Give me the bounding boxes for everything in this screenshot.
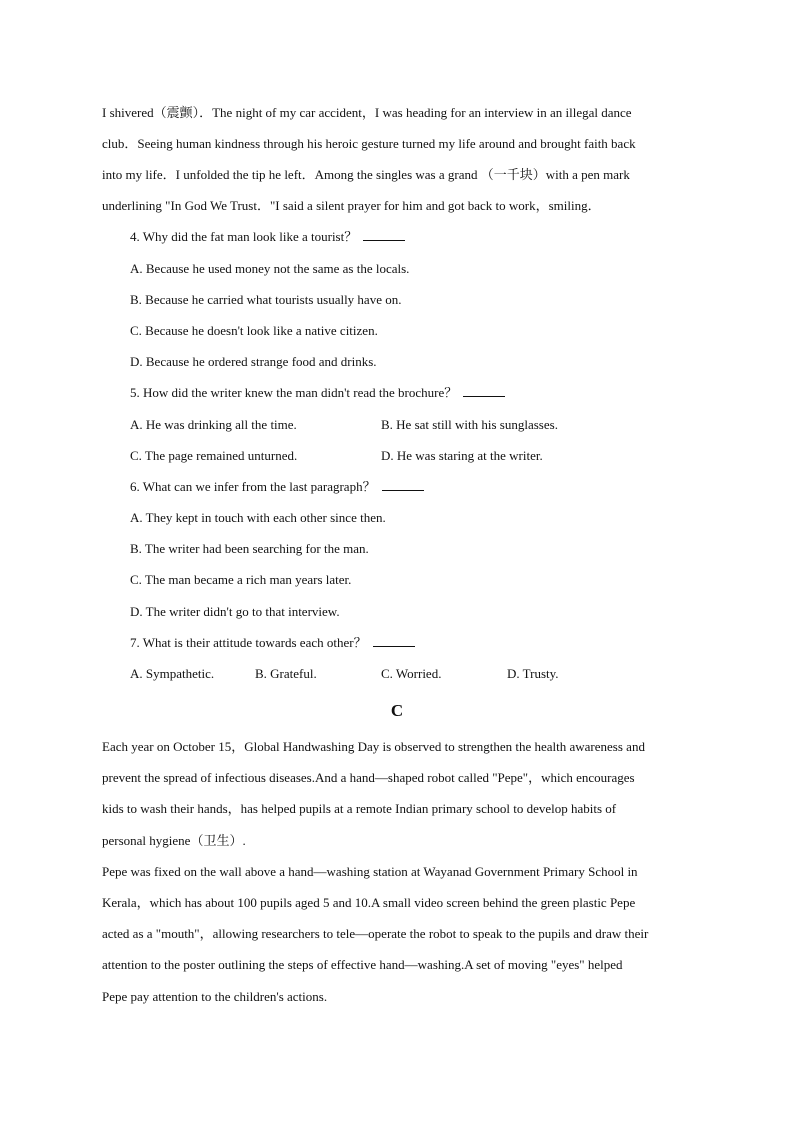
question-stem: 5. How did the writer knew the man didn't read the brochure？ — [130, 385, 458, 400]
passage-line: prevent the spread of infectious diseases.And a hand—shaped robot called "Pepe"，which encourages — [102, 770, 635, 785]
passage-line: kids to wash their hands，has helped pupils at a remote Indian primary school to develop habits of — [102, 801, 617, 816]
option-a: A. Because he used money not the same as the locals. — [130, 261, 410, 276]
question-4 — [130, 229, 405, 245]
answer-blank — [363, 230, 405, 241]
passage-line: Each year on October 15，Global Handwashing Day is observed to strengthen the health awareness and — [102, 739, 645, 754]
option-d: D. He was staring at the writer. — [381, 448, 543, 463]
option-a: A. Sympathetic. — [130, 666, 215, 681]
option-d: D. The writer didn't go to that interview. — [130, 604, 340, 619]
answer-blank — [382, 480, 424, 491]
passage-line: Kerala，which has about 100 pupils aged 5 and 10.A small video screen behind the green plastic Pepe — [102, 895, 636, 910]
passage-line: acted as a "mouth"，allowing researchers to tele—operate the robot to speak to the pupils and draw their — [102, 926, 649, 941]
option-c: C. Worried. — [381, 666, 442, 681]
passage-line: Pepe was fixed on the wall above a hand—washing station at Wayanad Government Primary School in — [102, 864, 638, 879]
option-c: C. Because he doesn't look like a native citizen. — [130, 323, 378, 338]
question-stem: 6. What can we infer from the last paragraph？ — [130, 479, 376, 494]
passage-line: I shivered（震颤）．The night of my car accident，I was heading for an interview in an illegal dance — [102, 105, 632, 120]
option-b: B. He sat still with his sunglasses. — [381, 417, 558, 432]
question-stem: 4. Why did the fat man look like a tourist？ — [130, 229, 358, 244]
passage-line: attention to the poster outlining the steps of effective hand—washing.A set of moving "eyes" helped — [102, 957, 623, 972]
question-stem: 7. What is their attitude towards each other？ — [130, 635, 367, 650]
option-b: B. Grateful. — [255, 666, 317, 681]
option-c: C. The page remained unturned. — [130, 448, 298, 463]
question-7 — [130, 635, 415, 651]
passage-line: into my life．I unfolded the tip he left．Among the singles was a grand （一千块）with a pen mark — [102, 167, 630, 182]
section-heading: C — [390, 701, 404, 720]
passage-line: personal hygiene（卫生）. — [102, 833, 246, 848]
option-b: B. Because he carried what tourists usually have on. — [130, 292, 402, 307]
option-a: A. They kept in touch with each other since then. — [130, 510, 386, 525]
option-c: C. The man became a rich man years later. — [130, 572, 352, 587]
option-a: A. He was drinking all the time. — [130, 417, 297, 432]
answer-blank — [373, 636, 415, 647]
passage-line: Pepe pay attention to the children's actions. — [102, 989, 328, 1004]
option-b: B. The writer had been searching for the man. — [130, 541, 369, 556]
passage-line: club．Seeing human kindness through his heroic gesture turned my life around and brought faith back — [102, 136, 636, 151]
option-d: D. Because he ordered strange food and drinks. — [130, 354, 377, 369]
question-5 — [130, 385, 505, 401]
answer-blank — [463, 386, 505, 397]
question-6 — [130, 479, 424, 495]
option-d: D. Trusty. — [507, 666, 559, 681]
passage-line: underlining "In God We Trust．"I said a silent prayer for him and got back to work，smiling． — [102, 198, 601, 213]
